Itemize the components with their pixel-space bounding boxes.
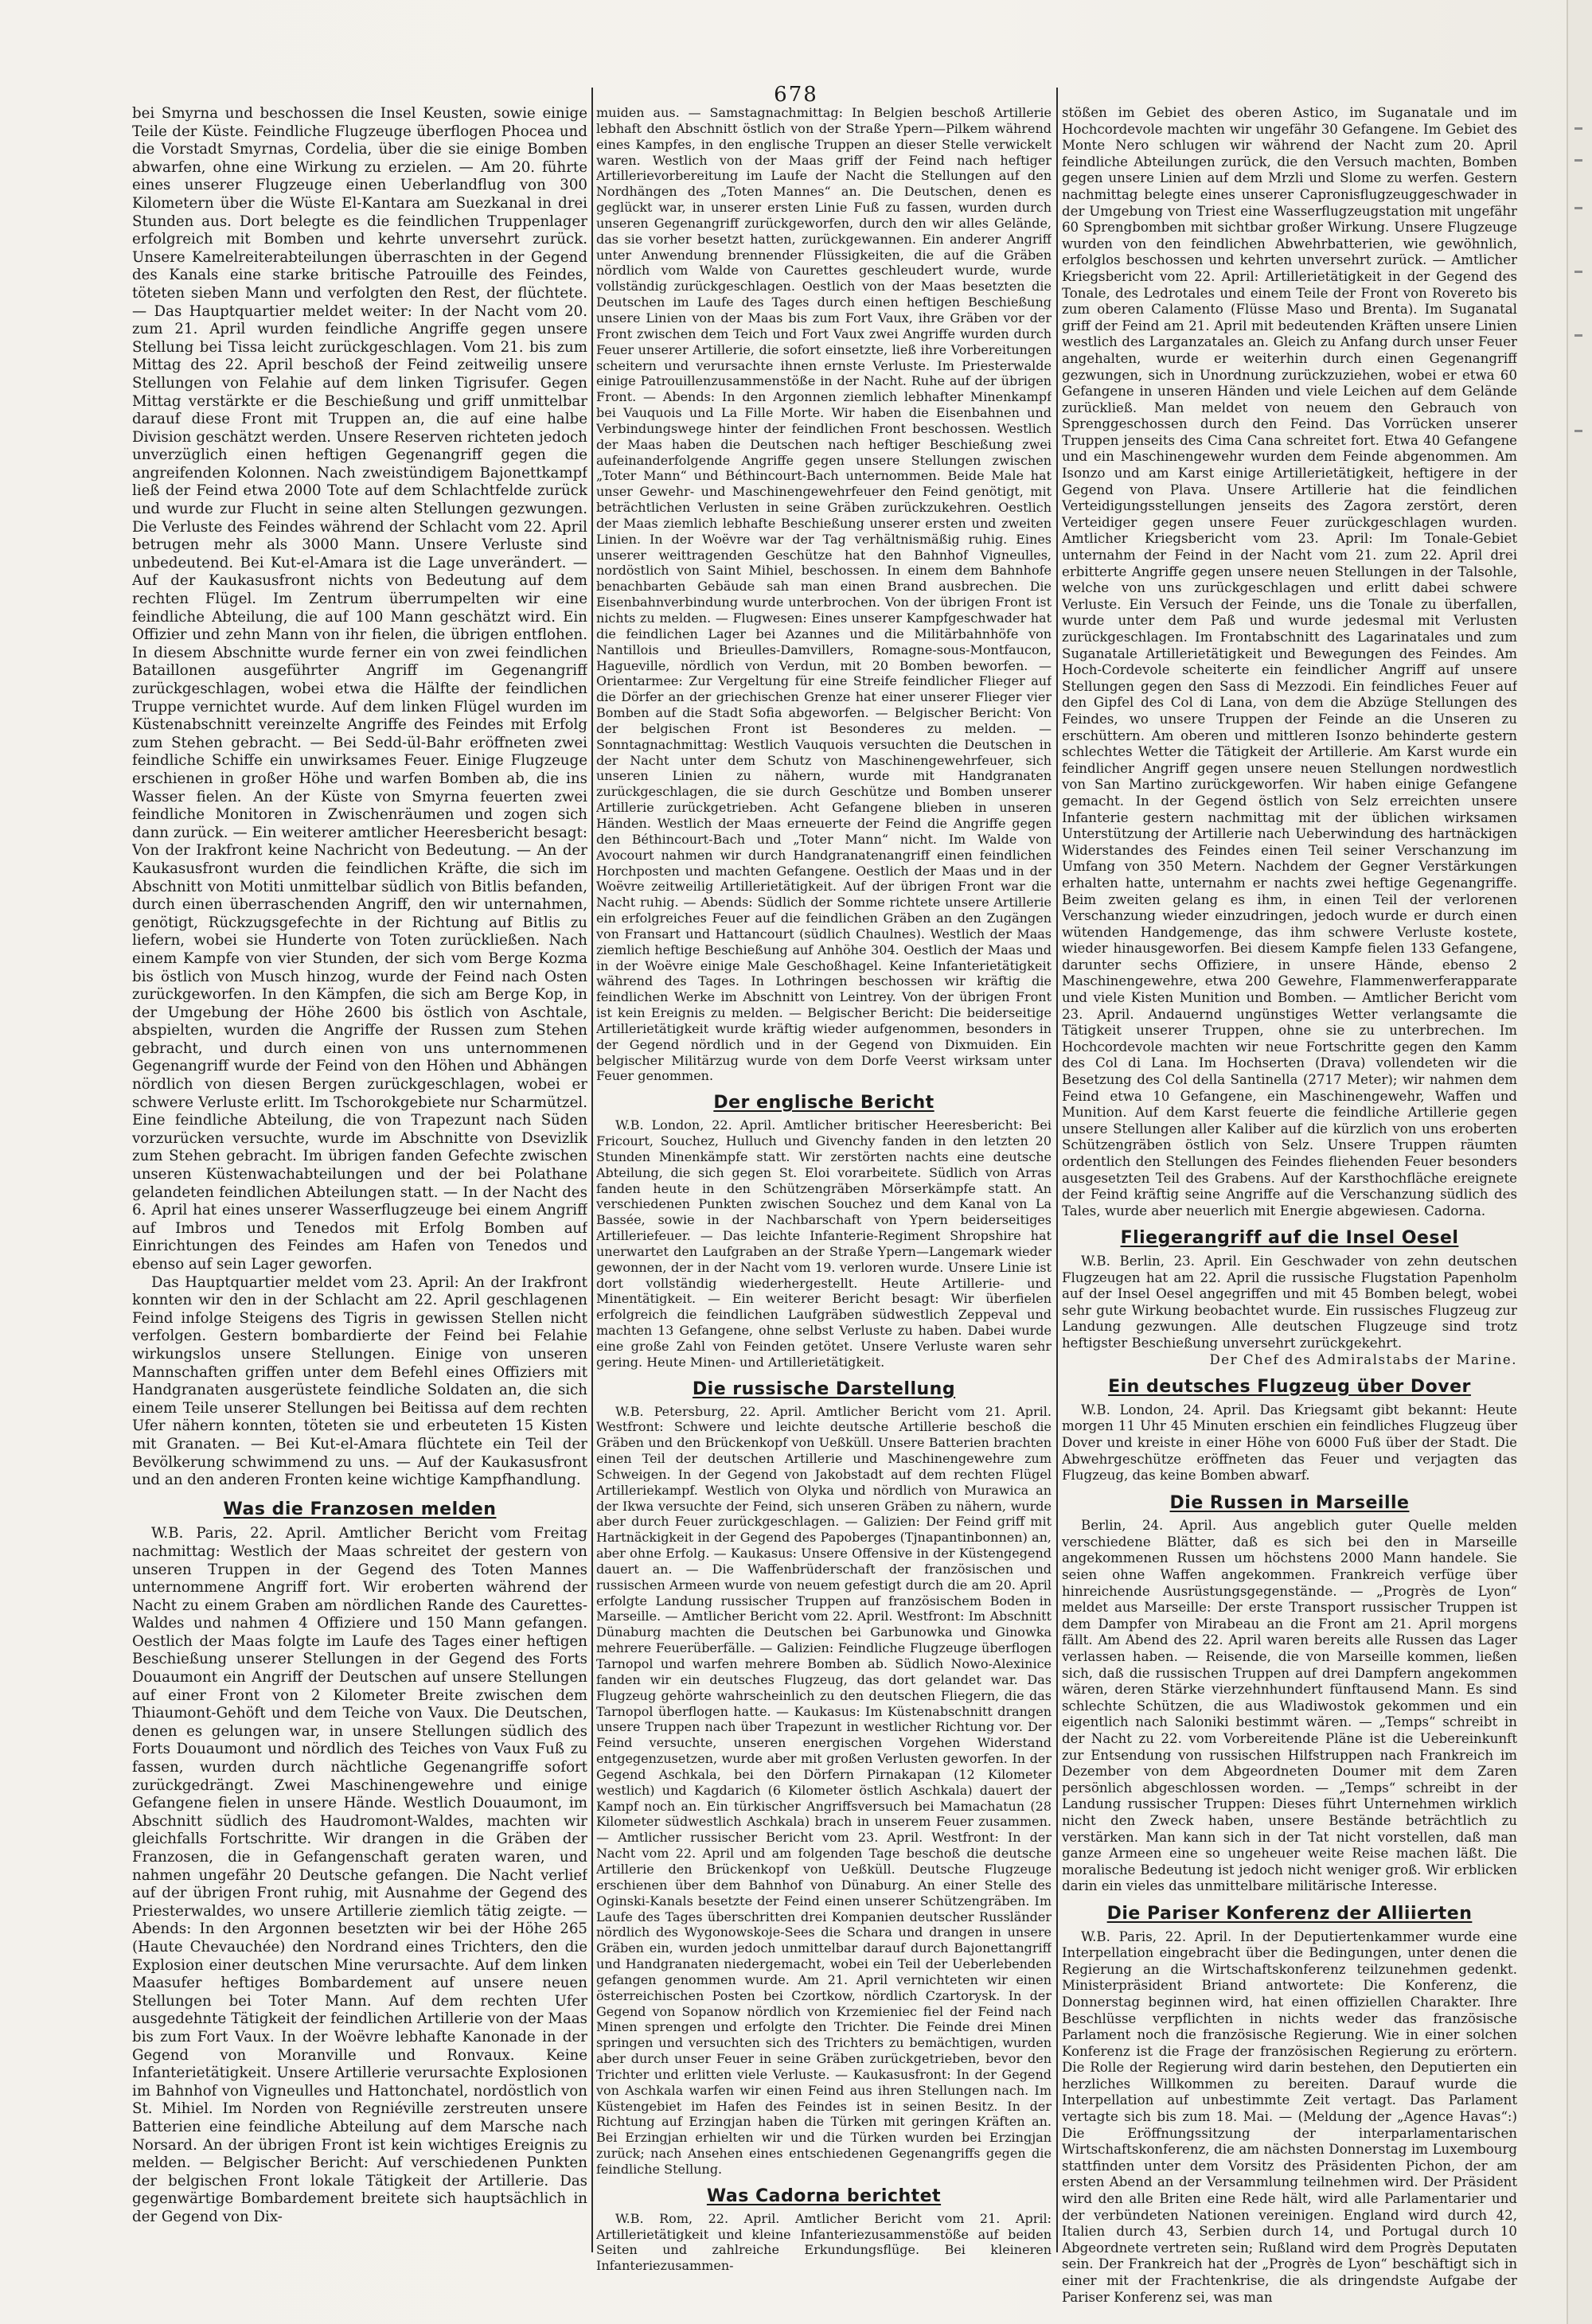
article-paragraph: bei Smyrna und beschossen die Insel Keusten, sowie einige Teile der Küste. Feindliche Flugzeuge überflogen Phocea und die Vorstadt Smyrnas, Cordelia, über die sie einige Bomben abwarfen, ohne eine Wirkung zu erzielen. — Am 20. führte eines unserer Flugzeuge einen Ueberlandflug von 300 Kilometern über die Wüste El-Kantara am Suezkanal in drei Stunden aus. Dort belegte es die feindlichen Truppenlager erfolgreich mit Bomben und kehrte unversehrt zurück. Unsere Kamelreiterabteilungen überraschten in der Gegend des Kanals eine starke britische Patrouille des Feindes, töteten sieben Mann und verfolgten den Rest, der flüchtete. — Das Hauptquartier meldet weiter: In der Nacht vom 20. zum 21. April wurden feindliche Angriffe gegen unsere Stellung bei Tissa leicht zurückgeschlagen. Vom 21. bis zum Mittag des 22. April beschoß der Feind zeitweilig unsere Stellungen von Felahie auf dem linken Tigrisufer. Gegen Mittag verstärkte er die Beschießung und griff unmittelbar darauf diese Front mit Truppen an, die auf eine halbe Division geschätzt werden. Unsere Reserven richteten jedoch unverzüglich einen heftigen Gegenangriff gegen die angreifenden Kolonnen. Nach zweistündigem Bajonettkampf ließ der Feind etwa 2000 Tote auf dem Schlachtfelde zurück und wurde zur Flucht in seine alten Stellungen gezwungen. Die Verluste des Feindes während der Schlacht vom 22. April betrugen mehr als 3000 Mann. Unsere Verluste sind unbedeutend. Bei Kut-el-Amara ist die Lage unverändert. — Auf der Kaukasusfront nichts von Bedeutung auf dem rechten Flügel. Im Zentrum überrumpelten wir eine feindliche Abteilung, die auf 100 Mann geschätzt wird. Ein Offizier und zehn Mann von ihr fielen, die übrigen entflohen. In diesem Abschnitte wurde ferner ein von zwei feindlichen Bataillonen ausgeführter Angriff im Gegenangriff zurückgeschlagen, wobei etwa die Hälfte der feindlichen Truppe vernichtet wurde. Auf dem linken Flügel wurden im Küstenabschnitt vereinzelte Angriffe des Feindes mit Erfolg zum Stehen gebracht. — Bei Sedd-ül-Bahr eröffneten zwei feindliche Schiffe ein unwirksames Feuer. Einige Flugzeuge erschienen in großer Höhe und warfen Bomben ab, die ins Wasser fielen. An der Küste von Smyrna feuerten zwei feindliche Monitoren in Zwischenräumen und zogen sich dann zurück. — Ein weiterer amtlicher Heeresbericht besagt: Von der Irakfront keine Nachricht von Bedeutung. — An der Kaukasusfront wurden die feindlichen Kräfte, die sich im Abschnitt von Motiti unmittelbar südlich von Bitlis befanden, durch einen überraschenden Angriff, den wir unternahmen, genötigt, Rückzugsgefechte in der Richtung auf Bitlis zu liefern, wobei sie Hunderte von Toten zurückließen. Nach einem Kampfe von vier Stunden, der sich vom Berge Kozma bis östlich von Musch hinzog, wurde der Feind nach Osten zurückgeworfen. In den Kämpfen, die sich am Berge Kop, in der Umgebung der Höhe 2600 bis östlich von Aschtale, abspielten, wurden die Angriffe der Russen zum Stehen gebracht, und durch einen von uns unternommenen Gegenangriff wurde der Feind von den Höhen und Abhängen nördlich von diesen Bergen zurückgeschlagen, wobei er schwere Verluste erlitt. Im Tschorokgebiete nur Scharmützel. Eine feindliche Abteilung, die von Trapezunt nach Süden vorzurücken versuchte, wurde im Abschnitte von Dsevizlik zum Stehen gebracht. Im übrigen fanden Gefechte zwischen unseren Küstenwachabteilungen und der bei Polathane gelandeten feindlichen Abteilungen statt. — In der Nacht des 6. April hat eines unserer Wasserflugzeuge bei einem Angriff auf Imbros und Tenedos mit Erfolg Bomben auf Einrichtungen des Feindes am Hafen von Tenedos und ebenso auf sein Lager geworfen. [132, 105, 587, 1273]
column-1 [132, 105, 587, 2318]
article-paragraph: W.B. Paris, 22. April. In der Deputiertenkammer wurde eine Interpellation eingebracht über die Bedingungen, unter denen die Regierung an die Wirtschaftskonferenz teilzunehmen gedenkt. Ministerpräsident Briand antwortete: Die Konferenz, die Donnerstag beginnen wird, hat einen offiziellen Charakter. Ihre Beschlüsse verpflichten in nichts weder das französische Parlament noch die französische Regierung. Wie in einer solchen Konferenz ist die Frage der französischen Regierung zu erörtern. Die Rolle der Regierung wird darin bestehen, den Deputierten ein herzliches Willkommen zu bereiten. Darauf wurde die Interpellation auf unbestimmte Zeit vertagt. Das Parlament vertagte sich bis zum 18. Mai. — (Meldung der „Agence Havas“:) Die Eröffnungssitzung der interparlamentarischen Wirtschaftskonferenz, die am nächsten Donnerstag im Luxembourg stattfinden unter dem Vorsitz des Präsidenten Pichon, der am ersten Abend an der Versammlung teilnehmen wird. Der Präsident wird den alle Briten eine Rede hält, wird alle Parlamentarier und der verbündeten Nationen vereinigen. England wird durch 42, Italien durch 43, Serbien durch 14, und Portugal durch 10 Abgeordnete vertreten sein; Rußland wird dem Progrès Deputaten sein. Der Frankreich hat der „Progrès de Lyon“ beschäftigt sich in einer mit der Frachtenkrise, die als dringendste Aufgabe der Pariser Konferenz sei, was man [1062, 1928, 1517, 2305]
article-paragraph: Das Hauptquartier meldet vom 23. April: An der Irakfront konnten wir den in der Schlacht am 22. April geschlagenen Feind infolge Steigens des Tigris in gewissen Stellen nicht verfolgen. Gestern bombardierte der Feind bei Felahie wirkungslos unsere Stellungen. Einige von unseren Mannschaften griffen unter dem Befehl eines Offiziers mit Handgranaten ausgerüstete feindliche Soldaten an, die sich einem Teile unserer Stellungen bei Beitissa auf dem rechten Ufer nähern konnten, töteten sie und erbeuteten 15 Kisten mit Granaten. — Bei Kut-el-Amara flüchtete ein Teil der Bevölkerung schwimmend zu uns. — Auf der Kaukasusfront und an den anderen Fronten keine wichtige Kampfhandlung. [132, 1273, 587, 1489]
section-heading: Was Cadorna berichtet [706, 2186, 942, 2206]
section-heading: Der englische Bericht [713, 1093, 935, 1113]
article-paragraph: Berlin, 24. April. Aus angeblich guter Quelle melden verschiedene Blätter, daß es sich bei den in Marseille angekommenen Russen um höchstens 2000 Mann handele. Sie seien ohne Waffen angekommen. Frankreich verfüge über hinreichende Ausrüstungsgegenstände. — „Progrès de Lyon“ meldet aus Marseille: Der erste Transport russischer Truppen ist dem Dampfer von Mirabeau an die Front am 21. April morgens fällt. Am Abend des 22. April waren bereits alle Russen das Lager verlassen haben. — Reisende, die von Marseille kommen, ließen sich, daß die russischen Truppen auf drei Dampfern angekommen wären, deren Stärke vierzehnhundert fünftausend Mann. Es sind schlechte Schützen, die aus Wladiwostok gekommen und ein eigentlich nach Saloniki bestimmt wären. — „Temps“ schreibt in der Nacht zu 22. vom Vorbereitende Pläne ist die Uebereinkunft zur Entsendung von russischen Hilfstruppen nach Frankreich im Dezember von dem Abgeordneten Doumer mit dem Zaren persönlich abgeschlossen worden. — „Temps“ schreibt in der Landung russischer Truppen: Dieses führt Unternehmen wirklich nicht den Zweck haben, unsere Bestände beträchtlich zu verstärken. Man kann sich in der Tat nicht vorstellen, daß man ganze Armeen eine so ungeheuer weite Reise machen läßt. Die moralische Bedeutung ist jedoch nicht weniger groß. Wir erblicken darin ein vieles das unmittelbare militärische Interesse. [1062, 1518, 1517, 1894]
article-paragraph: W.B. Petersburg, 22. April. Amtlicher Bericht vom 21. April. Westfront: Schwere und leichte deutsche Artillerie beschoß die Gräben und den Brückenkopf von Ueßküll. Unsere Batterien brachten einen Teil der deutschen Artillerie und Maschinengewehre zum Schweigen. In der Gegend von Jakobstadt auf dem rechten Flügel Artilleriekampf. Westlich von Olyka und nördlich von Murawica an der Ikwa versuchte der Feind, sich unseren Gräben zu nähern, wurde aber durch Feuer zurückgeschlagen. — Galizien: Der Feind griff mit Hartnäckigkeit in der Gegend des Papoberges (Tjnapantinbonnen) an, aber ohne Erfolg. — Kaukasus: Unsere Offensive in der Küstengegend dauert an. — Die Waffenbrüderschaft der französischen und russischen Armeen wurde von neuem gefestigt durch die am 20. April erfolgte Landung russischer Truppen auf französischem Boden in Marseille. — Amtlicher Bericht vom 22. April. Westfront: Im Abschnitt Dünaburg machten die Deutschen bei Garbunowka und Ginowka mehrere Feuerüberfälle. — Galizien: Feindliche Flugzeuge überflogen Tarnopol und warfen mehrere Bomben ab. Südlich Nowo-Alexinice fanden wir ein deutsches Flugzeug, das dort gelandet war. Das Flugzeug gehörte wahrscheinlich zu den deutschen Fliegern, die das Tarnopol überflogen hatte. — Kaukasus: Im Küstenabschnitt drangen unsere Truppen nach über Trapezunt in westlicher Richtung vor. Der Feind versuchte, unseren energischen Vorgehen Widerstand entgegenzusetzen, wurde aber mit großen Verlusten geworfen. In der Gegend Aschkala, bei den Dörfern Pirnakapan (12 Kilometer westlich) und Kagdarich (6 Kilometer östlich Aschkala) dauert der Kampf noch an. Ein türkischer Angriffsversuch bei Mamachatun (28 Kilometer südwestlich Aschkala) brach in unserem Feuer zusammen. — Amtlicher russischer Bericht vom 23. April. Westfront: In der Nacht vom 22. April und am folgenden Tage beschoß die deutsche Artillerie den Brückenkopf von Ueßküll. Deutsche Flugzeuge erschienen über dem Bahnhof von Dünaburg. An einer Stelle des Oginski-Kanals besetzte der Feind einen unserer Schützengräben. Im Laufe des Tages überschritten drei Kompanien deutscher Russländer nördlich des Wygonowskoje-Sees die Schara und drangen in unsere Gräben ein, wurden jedoch unmittelbar darauf durch Bajonettangriff und Handgranaten niedergemacht, wobei ein Teil der Ueberlebenden gefangen genommen wurde. Am 21. April vernichteten wir einen österreichischen Posten bei Czortkow, nördlich Czartorysk. In der Gegend von Sopanow nördlich von Krzemieniec fiel der Feind nach Minen sprengen und erfolgte den Trichter. Die Feinde drei Minen springen und versuchten sich des Trichters zu bemächtigen, wurden aber durch unser Feuer in seine Gräben zurückgetrieben, bevor den Trichter und erlitten viele Verluste. — Kaukasusfront: In der Gegend von Aschkala warfen wir einen Feind aus ihren Stellungen nach. Im Küstengebiet im Hafen des Feindes ist in seinen Besitz. In der Richtung auf Erzingjan haben die Türken mit geringen Kräften an. Bei Erzingjan erhielten wir und die Türken wurden bei Erzingjan zurück; nach Ansehen eines entschiedenen Gegenangriffs gegen die feindliche Stellung. [596, 1403, 1052, 2177]
column-3 [1062, 105, 1517, 2318]
article-paragraph: stößen im Gebiet des oberen Astico, im Suganatale und im Hochcordevole machten wir ungefähr 30 Gefangene. Im Gebiet des Monte Nero schlugen wir während der Nacht zum 20. April feindliche Abteilungen zurück, die den Versuch machten, Bomben gegen unsere Linien auf dem Mrzli und Slome zu werfen. Gestern nachmittag belegte eines unserer Capronisflugzeuggeschwader in der Umgebung von Triest eine Wasserflugzeugstation mit ungefähr 60 Sprengbomben mit sichtbar großer Wirkung. Unsere Flugzeuge wurden von den feindlichen Abwehrbatterien, wie gewöhnlich, erfolglos beschossen und kehrten unversehrt zurück. — Amtlicher Kriegsbericht vom 22. April: Artillerietätigkeit in der Gegend des Tonale, des Ledrotales und einem Teile der Front von Rovereto bis zum oberen Calamento (Flüsse Maso und Brenta). Im Suganatal griff der Feind am 21. April mit bedeutenden Kräften unsere Linien westlich des Larganzatales an. Gleich zu Anfang durch unser Feuer angehalten, wurde er weiterhin durch einen Gegenangriff gezwungen, sich in Unordnung zurückzuziehen, wobei er etwa 60 Gefangene in unseren Händen und viele Leichen auf dem Gelände zurückließ. Man meldet von neuem den Gebrauch von Sprenggeschossen durch den Feind. Das Vorrücken unserer Truppen jenseits des Cima Cana schreitet fort. Etwa 40 Gefangene und ein Maschinengewehr wurden dem Feinde abgenommen. Am Isonzo und am Karst einige Artillerietätigkeit, heftigere in der Gegend von Plava. Unsere Artillerie hat die feindlichen Verteidigungsstellungen jenseits des Zagora zerstört, deren Verteidiger gegen unsere Feuer zurückgeschlagen wurden. Amtlicher Kriegsbericht vom 23. April: Im Tonale-Gebiet unternahm der Feind in der Nacht vom 21. zum 22. April drei erbitterte Angriffe gegen unsere neuen Stellungen in der Talsohle, welche von uns zurückgeschlagen und erlitt dabei schwere Verluste. Ein Versuch der Feinde, uns die Tonale zu überfallen, wurde unter dem Paß und wurde jedesmal mit Verlusten zurückgeschlagen. Im Frontabschnitt des Lagarinatales und zum Suganatale Artillerietätigkeit und Bewegungen des Feindes. Am Hoch-Cordevole scheiterte ein feindlicher Angriff auf unsere Stellungen gegen den Sass di Mezzodi. Ein feindliches Feuer auf den Gipfel des Col di Lana, von dem die Abzüge Stellungen des Feindes, wo unsere Truppen der Feinde an die Unseren zu erschüttern. Am oberen und mittleren Isonzo behinderte gestern schlechtes Wetter die Tätigkeit der Artillerie. Am Karst wurde ein feindlicher Angriff gegen unsere neuen Stellungen nordwestlich von San Martino zurückgeworfen. Wir haben einige Gefangene gemacht. In der Gegend östlich von Selz erreichten unsere Infanterie gestern nachmittag mit der üblichen wirksamen Unterstützung der Artillerie nach Ueberwindung des hartnäckigen Widerstandes des Feindes einen Teil seiner Verschanzung im Umfang von 350 Metern. Nachdem der Gegner Verstärkungen erhalten hatte, unternahm er nachts zwei heftige Gegenangriffe. Beim zweiten gelang es ihm, in einen Teil der verlorenen Verschanzung wieder einzudringen, jedoch wurde er durch einen wütenden Handgemenge, das ihm schwere Verluste kostete, wieder hinausgeworfen. Bei diesem Kampfe fielen 133 Gefangene, darunter sechs Offiziere, in unsere Hände, ebenso 2 Maschinengewehre, etwa 200 Gewehre, Flammenwerferapparate und viele Kisten Munition und Bomben. — Amtlicher Bericht vom 23. April. Andauernd ungünstiges Wetter verlangsamte die Tätigkeit unserer Truppen, ohne sie zu unterbrechen. Im Hochcordevole machten wir neue Fortschritte gegen den Kamm des Col di Lana. Im Hochserten (Drava) vollendeten wir die Besetzung des Col della Santinella (2717 Meter); wir nahmen dem Feind etwa 10 Gefangene, ein Maschinengewehr, Waffen und Munition. Auf dem Karst feuerte die feindliche Artillerie gegen unsere Stellungen aller Kaliber auf die kürzlich von uns eroberten Schützengräben östlich von Selz. Unsere Truppen räumten ordentlich den Stellungen des Feindes fliehenden Feuer besonders ausgesetzten Teil des Grabens. Auf der Karsthochfläche ereignete der Feind kräftig seine Angriffe auf die Verschanzung südlich des Tales, wurde aber neuerlich mit Energie abgewiesen. Cadorna. [1062, 105, 1517, 1219]
edge-mark [1574, 159, 1582, 162]
section-heading: Was die Franzosen melden [223, 1499, 497, 1519]
edge-mark [1574, 430, 1582, 432]
adjacent-page-edge [1567, 0, 1592, 2324]
section-heading: Fliegerangriff auf die Insel Oesel [1120, 1228, 1459, 1249]
article-paragraph: W.B. Berlin, 23. April. Ein Geschwader von zehn deutschen Flugzeugen hat am 22. April die russische Flugstation Papenholm auf der Insel Oesel angegriffen und mit 45 Bomben belegt, wobei sehr gute Wirkung beobachtet wurde. Ein russisches Flugzeug zur Landung gezwungen. Alle deutschen Flugzeuge sind trotz heftigster Beschießung unversehrt zurückgekehrt. [1062, 1253, 1517, 1351]
section-heading: Die russische Darstellung [692, 1378, 956, 1399]
edge-mark [1574, 271, 1582, 273]
page-number: 678 [774, 83, 818, 107]
column-2 [596, 105, 1052, 2318]
edge-mark [1574, 334, 1582, 337]
column-rule-1 [591, 88, 593, 2252]
signature-line: Der Chef des Admiralstabs der Marine. [1209, 1351, 1517, 1367]
section-heading: Die Russen in Marseille [1169, 1492, 1410, 1513]
edge-mark [1574, 127, 1582, 130]
column-rule-2 [1056, 88, 1058, 2252]
edge-mark [1574, 207, 1582, 209]
article-paragraph: W.B. Rom, 22. April. Amtlicher Bericht vom 21. April: Artillerietätigkeit und kleine Infanteriezusammenstöße auf beiden Seiten und zahlreiche Erkundungsflüge. Bei kleineren Infanteriezusammen- [596, 2210, 1052, 2274]
article-paragraph: W.B. Paris, 22. April. Amtlicher Bericht vom Freitag nachmittag: Westlich der Maas schreitet der gestern von unseren Truppen in der Gegend des Toten Mannes unternommene Angriff fort. Wir eroberten während der Nacht zu einem Graben am nördlichen Rande des Caurettes-Waldes und nahmen 4 Offiziere und 150 Mann gefangen. Oestlich der Maas folgte im Laufe des Tages einer heftigen Beschießung unserer Stellungen in der Gegend des Forts Douaumont ein Angriff der Deutschen auf unsere Stellungen auf einer Front von 2 Kilometer Breite zwischen dem Thiaumont-Gehöft und dem Teiche von Vaux. Die Deutschen, denen es gelungen war, in unsere Stellungen südlich des Forts Douaumont und nördlich des Teiches von Vaux Fuß zu fassen, wurden durch nächtliche Gegenangriffe sofort zurückgedrängt. Zwei Maschinengewehre und einige Gefangene fielen in unsere Hände. Westlich Douaumont, im Abschnitt südlich des Haudromont-Waldes, machten wir gleichfalls Fortschritte. Wir drangen in die Gräben der Franzosen, die in Gefangenschaft geraten waren, und nahmen ungefähr 20 Deutsche gefangen. Die Nacht verlief auf der übrigen Front ruhig, mit Ausnahme der Gegend des Priesterwaldes, wo unsere Artillerie ziemlich tätig zeigte. — Abends: In den Argonnen besetzten wir bei der Höhe 265 (Haute Chevauchée) den Nordrand eines Trichters, den die Explosion einer deutschen Mine verursachte. Auf dem linken Maasufer heftiges Bombardement auf unsere neuen Stellungen bei Toter Mann. Auf dem rechten Ufer ausgedehnte Tätigkeit der feindlichen Artillerie von der Maas bis zum Fort Vaux. In der Woëvre lebhafte Kanonade in der Gegend von Moranville und Ronvaux. Keine Infanterietätigkeit. Unsere Artillerie verursachte Explosionen im Bahnhof von Vigneulles und Hattonchatel, nordöstlich von St. Mihiel. Im Norden von Regniéville zerstreuten unsere Batterien eine feindliche Abteilung auf dem Marsche nach Norsard. An der übrigen Front ist kein wichtiges Ereignis zu melden. — Belgischer Bericht: Auf verschiedenen Punkten der belgischen Front lokale Tätigkeit der Artillerie. Das gegenwärtige Bombardement breitete sich hauptsächlich in der Gegend von Dix- [132, 1525, 587, 2225]
section-heading: Die Pariser Konferenz der Alliierten [1106, 1903, 1473, 1924]
article-paragraph: muiden aus. — Samstagnachmittag: In Belgien beschoß Artillerie lebhaft den Abschnitt östlich von der Straße Ypern—Pilkem während eines Kampfes, in den englische Truppen an dieser Stelle verwickelt waren. Westlich von der Maas griff der Feind nach heftiger Artillerievorbereitung im Laufe der Nacht die Stellungen auf den Nordhängen des „Toten Mannes“ an. Die Deutschen, denen es geglückt war, in unserer ersten Linie Fuß zu fassen, wurden durch unseren Gegenangriff zurückgeworfen, durch den wir alles Gelände, das sie vorher besetzt hatten, zurückgewannen. Ein anderer Angriff unter Anwendung brennender Flüssigkeiten, die auf die Gräben nördlich vom Walde von Caurettes geschleudert wurde, wurde vollständig zurückgeschlagen. Oestlich von der Maas besetzten die Deutschen im Laufe des Tages durch einen heftigen Beschießung unsere Linien von der Maas bis zum Fort Vaux, ihre Gräben vor der Front zwischen dem Teich und Fort Vaux zwei Angriffe wurden durch Feuer unserer Artillerie, die sofort einsetzte, ließ ihre Vorbereitungen scheitern und verursachte ihnen ernste Verluste. Im Priesterwalde einige Patrouillenzusammenstöße in der Nacht. Ruhe auf der übrigen Front. — Abends: In den Argonnen ziemlich lebhafter Minenkampf bei Vauquois und La Fille Morte. Wir haben die Eisenbahnen und Verbindungswege hinter der feindlichen Front beschossen. Westlich der Maas haben die Deutschen nach heftiger Beschießung zwei aufeinanderfolgende Angriffe gegen unsere Stellungen zwischen „Toter Mann“ und Béthincourt-Bach unternommen. Beide Male hat unser Gewehr- und Maschinengewehrfeuer den Feind genötigt, mit beträchtlichen Verlusten in seine Gräben zurückzukehren. Oestlich der Maas ziemlich lebhafte Beschießung unserer ersten und zweiten Linien. In der Woëvre war der Tag verhältnismäßig ruhig. Eines unserer weittragenden Geschütze hat den Bahnhof Vigneulles, nordöstlich von Saint Mihiel, beschossen. In einem dem Bahnhofe benachbarten Gebäude sah man einen Brand ausbrechen. Die Eisenbahnverbindung wurde unterbrochen. Von der übrigen Front ist nichts zu melden. — Flugwesen: Eines unserer Kampfgeschwader hat die feindlichen Lager bei Azannes und die Militärbahnhöfe von Nantillois und Brieulles-Damvillers, Romagne-sous-Montfaucon, Hagueville, nördlich von Verdun, mit 20 Bomben beworfen. — Orientarmee: Zur Vergeltung für eine Streife feindlicher Flieger auf die Dörfer an der griechischen Grenze hat einer unserer Flieger vier Bomben auf die Stadt Sofia abgeworfen. — Belgischer Bericht: Von der belgischen Front ist Besonderes zu melden. — Sonntagnachmittag: Westlich Vauquois versuchten die Deutschen in der Nacht unter dem Schutz von Maschinengewehrfeuer, sich unseren Linien zu nähern, wurde mit Handgranaten zurückgeschlagen, die sie durch Geschütze und Bomben unserer Artillerie zurückgetrieben. Acht Gefangene blieben in unseren Händen. Westlich der Maas erneuerte der Feind die Angriffe gegen den Béthincourt-Bach und „Toter Mann“ nicht. Im Walde von Avocourt nahmen wir durch Handgranatenangriff einen feindlichen Horchposten und machten Gefangene. Oestlich der Maas und in der Woëvre zeitweilig Artillerietätigkeit. Auf der übrigen Front war die Nacht ruhig. — Abends: Südlich der Somme richtete unsere Artillerie ein erfolgreiches Feuer auf die feindlichen Gräben an den Zugängen von Fransart und Hattancourt (südlich Chaulnes). Westlich der Maas ziemlich heftige Beschießung auf Anhöhe 304. Oestlich der Maas und in der Woëvre einige Male Geschoßhagel. Keine Infanterietätigkeit während des Tages. In Lothringen beschossen wir kräftig die feindlichen Werke im Abschnitt von Leintrey. Von der übrigen Front ist kein Ereignis zu melden. — Belgischer Bericht: Die beiderseitige Artillerietätigkeit wurde kräftig wieder aufgenommen, besonders in der Gegend nördlich und in der Gegend von Dixmuiden. Ein belgischer Militärzug wurde von dem Dorfe Veerst wirksam unter Feuer genommen. [596, 105, 1052, 1084]
section-heading: Ein deutsches Flugzeug über Dover [1108, 1377, 1471, 1398]
article-paragraph: W.B. London, 24. April. Das Kriegsamt gibt bekannt: Heute morgen 11 Uhr 45 Minuten erschien ein feindliches Flugzeug über Dover und kreiste in einer Höhe von 6000 Fuß über der Stadt. Die Abwehrgeschütze eröffneten das Feuer und verjagten das Flugzeug, das keine Bomben abwarf. [1062, 1402, 1517, 1484]
article-paragraph: W.B. London, 22. April. Amtlicher britischer Heeresbericht: Bei Fricourt, Souchez, Hulluch und Givenchy fanden in den letzten 20 Stunden Minenkämpfe statt. Wir zerstörten nachts eine deutsche Abteilung, die sich gegen St. Eloi vorarbeitete. Südlich von Arras fanden heute in den Schützengräben Mörserkämpfe statt. An verschiedenen Punkten zwischen Souchez und dem Kanal von La Bassée, sowie in der Nachbarschaft von Ypern beiderseitiges Artilleriefeuer. — Das leichte Infanterie-Regiment Shropshire hat unerwartet den Laufgraben an der Straße Ypern—Langemark wieder gewonnen, der in der Nacht vom 19. verloren wurde. Unsere Linie ist dort vollständig wiederhergestellt. Heute Artillerie- und Minentätigkeit. — Ein weiterer Bericht besagt: Wir überfielen erfolgreich die feindlichen Laufgräben südwestlich Zeppeval und machten 13 Gefangene, ohne selbst Verluste zu haben. Dabei wurde eine große Zahl von Feinden getötet. Unsere Verluste waren sehr gering. Heute Minen- und Artillerietätigkeit. [596, 1117, 1052, 1370]
